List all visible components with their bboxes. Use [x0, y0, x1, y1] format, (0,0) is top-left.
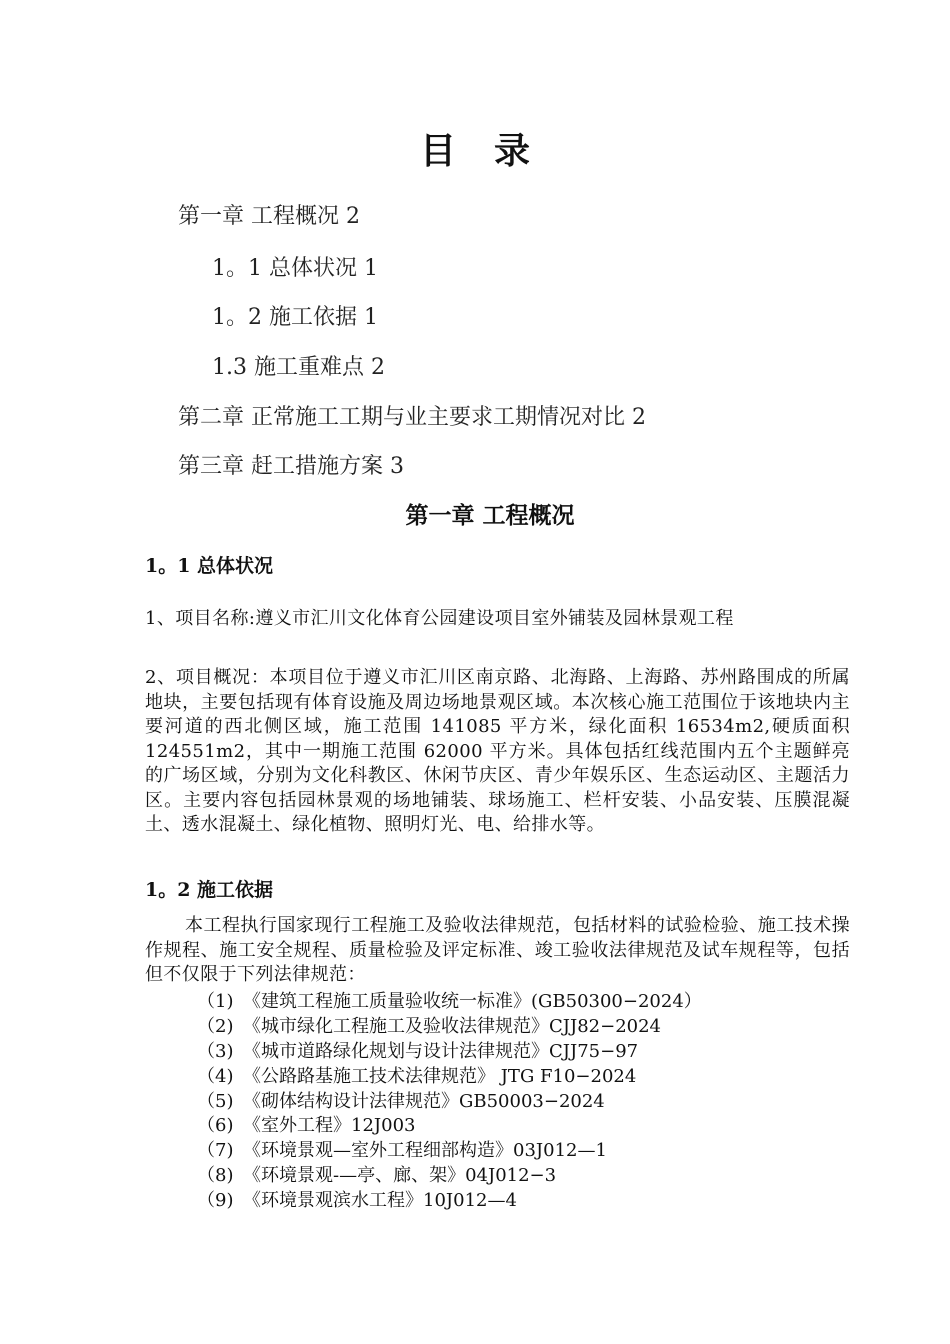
list-item-text: 《室外工程》12J003 [243, 1115, 416, 1137]
list-item [197, 1040, 702, 1065]
toc-title: 目录 [419, 131, 568, 172]
list-item [197, 1090, 702, 1115]
basis-intro-paragraph: 本工程执行国家现行工程施工及验收法律规范，包括材料的试验检验、施工技术操作规程、施工安全规程、质量检验及评定标准、竣工验收法律规范及试车规程等，包括但不仅限于下列法律规范： [145, 915, 850, 985]
project-overview-paragraph: 2、项目概况：本项目位于遵义市汇川区南京路、北海路、上海路、苏州路围成的所属地块，主要包括现有体育设施及周边场地景观区域。本次核心施工范围位于该地块内主要河道的西北侧区域，施工范围 141085 平方米，绿化面积 16534m2,硬质面积 124551m2，其中一期施工范围 62000 平方米。具体包括红线范围内五个主题鲜亮的广场区域，分别为文化科教区、休闲节庆区、青少年娱乐区、生态运动区、主题活力区。主要内容包括园林景观的场地铺装、球场施工、栏杆安装、小品安装、压膜混凝土、透水混凝土、绿化植物、照明灯光、电、给排水等。 [145, 667, 850, 835]
toc-entry-section-1-2[interactable]: 1。2 施工依据 1 [212, 305, 378, 330]
list-item [197, 1065, 702, 1090]
toc-entry-section-1-1[interactable]: 1。1 总体状况 1 [212, 256, 378, 281]
list-item-text: 《环境景观—室外工程细部构造》03J012—1 [243, 1140, 607, 1162]
list-item-text: 《环境景观-—亭、廊、架》04J012−3 [243, 1165, 557, 1187]
project-name-paragraph: 1、项目名称:遵义市汇川文化体育公园建设项目室外铺装及园林景观工程 [145, 608, 734, 629]
toc-entry-chapter-1[interactable]: 第一章 工程概况 2 [178, 204, 360, 229]
chapter-title: 第一章 工程概况 [405, 502, 575, 529]
list-item-text: 《城市道路绿化规划与设计法律规范》CJJ75−97 [243, 1040, 639, 1062]
list-item [197, 1015, 702, 1040]
toc-entry-chapter-3[interactable]: 第三章 赶工措施方案 3 [178, 454, 404, 479]
standards-list [197, 990, 702, 1214]
list-item [197, 1139, 702, 1164]
list-item [197, 1189, 702, 1214]
toc-entry-chapter-2[interactable]: 第二章 正常施工工期与业主要求工期情况对比 2 [178, 405, 646, 430]
list-item-number: （4) [197, 1065, 234, 1087]
list-item [197, 990, 702, 1015]
list-item [197, 1164, 702, 1189]
toc-entry-section-1-3[interactable]: 1.3 施工重难点 2 [212, 355, 385, 380]
list-item-text: 《城市绿化工程施工及验收法律规范》CJJ82−2024 [243, 1015, 661, 1037]
list-item-text: 《建筑工程施工质量验收统一标准》(GB50300−2024） [243, 991, 702, 1012]
list-item-number: （9) [197, 1190, 234, 1212]
section-heading-1-2: 1。2 施工依据 [145, 879, 274, 901]
list-item-number: （5) [197, 1090, 234, 1112]
list-item-number: （6) [197, 1115, 234, 1137]
list-item-text: 《环境景观滨水工程》10J012—4 [243, 1190, 517, 1212]
list-item-number: （3) [197, 1040, 234, 1062]
list-item-number: （1) [197, 991, 234, 1012]
list-item [197, 1114, 702, 1139]
section-heading-1-1: 1。1 总体状况 [145, 555, 274, 577]
list-item-text: 《公路路基施工技术法律规范》 JTG F10−2024 [243, 1065, 637, 1087]
list-item-number: （2) [197, 1015, 234, 1037]
list-item-number: （8) [197, 1165, 234, 1187]
list-item-number: （7) [197, 1140, 234, 1162]
list-item-text: 《砌体结构设计法律规范》GB50003−2024 [243, 1090, 605, 1112]
